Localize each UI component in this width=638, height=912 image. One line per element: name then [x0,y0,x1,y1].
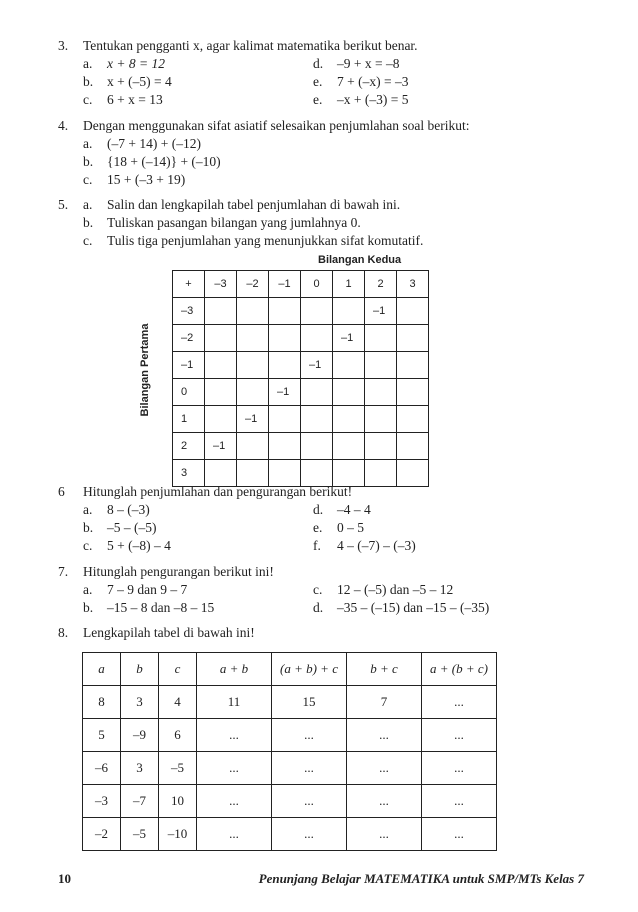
cell: ... [347,785,422,818]
cell: ... [272,752,347,785]
option: c. 15 + (–3 + 19) [83,172,186,187]
cell [237,298,269,325]
option: a. Salin dan lengkapilah tabel penjumlahan di bawah ini. [83,197,401,212]
header-cell: 3 [397,271,429,298]
cell: –2 [83,818,121,851]
header-cell: 0 [301,271,333,298]
cell [301,325,333,352]
header-cell: b + c [347,653,422,686]
cell [333,406,365,433]
option: c. Tulis tiga penjumlahan yang menunjukkan sifat komutatif. [83,233,424,248]
question-number: 6 [58,484,65,499]
question-number: 5. [58,197,69,212]
cell: ... [422,785,497,818]
cell: ... [347,719,422,752]
table-row [173,406,429,433]
option: b. x + (–5) = 4 [83,74,172,89]
header-cell: 1 [333,271,365,298]
option: b. –15 – 8 dan –8 – 15 [83,600,215,615]
cell: ... [422,752,497,785]
cell: –5 [159,752,197,785]
cell: ... [272,785,347,818]
question-stem: Hitunglah penjumlahan dan pengurangan berikut! [83,484,353,499]
row-title: Bilangan Pertama [139,323,151,417]
cell [269,433,301,460]
option: b. –5 – (–5) [83,520,157,535]
cell [365,460,397,487]
option: f. 4 – (–7) – (–3) [313,538,416,553]
cell [205,379,237,406]
cell [397,406,429,433]
option: b. {18 + (–14)} + (–10) [83,154,221,169]
header-cell: –1 [269,271,301,298]
cell [333,433,365,460]
table-header-row [173,271,429,298]
cell [237,433,269,460]
cell [333,379,365,406]
associative-table [82,652,497,851]
cell [205,325,237,352]
cell: 11 [197,686,272,719]
table-row [83,818,497,851]
cell [205,406,237,433]
table-row [83,752,497,785]
cell: ... [197,752,272,785]
book-title: Penunjang Belajar MATEMATIKA untuk SMP/MTs Kelas 7 [258,871,584,886]
cell [269,352,301,379]
question-number: 3. [58,38,69,53]
cell [333,352,365,379]
cell [333,298,365,325]
cell [397,460,429,487]
option: c. 12 – (–5) dan –5 – 12 [313,582,454,597]
cell: 6 [159,719,197,752]
cell: ... [197,719,272,752]
cell: –9 [121,719,159,752]
cell [365,352,397,379]
cell: –1 [269,379,301,406]
cell: –6 [83,752,121,785]
cell [269,325,301,352]
question-number: 8. [58,625,69,640]
cell [397,298,429,325]
header-cell: b [121,653,159,686]
option: b. Tuliskan pasangan bilangan yang jumlahnya 0. [83,215,361,230]
cell [301,433,333,460]
option: a. 8 – (–3) [83,502,150,517]
option: e. 0 – 5 [313,520,364,535]
header-cell: + [173,271,205,298]
question-number: 7. [58,564,69,579]
cell [237,379,269,406]
cell: –1 [333,325,365,352]
row-header-cell: –3 [173,298,205,325]
cell: –7 [121,785,159,818]
table-row [173,298,429,325]
cell: 7 [347,686,422,719]
cell [365,325,397,352]
cell [301,298,333,325]
option: a. 7 – 9 dan 9 – 7 [83,582,188,597]
question-number: 4. [58,118,69,133]
table-row [173,325,429,352]
row-header-cell: –2 [173,325,205,352]
cell [237,352,269,379]
table-row [173,379,429,406]
cell [397,433,429,460]
option: d. –35 – (–15) dan –15 – (–35) [313,600,490,615]
column-title: Bilangan Kedua [318,254,402,266]
header-cell: c [159,653,197,686]
row-header-cell: 2 [173,433,205,460]
option: a. x + 8 = 12 [83,56,165,71]
cell: 10 [159,785,197,818]
cell [365,379,397,406]
row-header-cell: 0 [173,379,205,406]
table-row [83,719,497,752]
cell: ... [347,818,422,851]
cell: ... [197,785,272,818]
cell: –1 [301,352,333,379]
cell: ... [347,752,422,785]
cell: ... [272,818,347,851]
header-cell: a [83,653,121,686]
question-stem: Lengkapilah tabel di bawah ini! [83,625,255,640]
option: d. –9 + x = –8 [313,56,400,71]
cell [397,325,429,352]
table-row [173,433,429,460]
header-cell: –2 [237,271,269,298]
table-header-row [83,653,497,686]
question-stem: Tentukan pengganti x, agar kalimat matematika berikut benar. [83,38,418,53]
table-row [173,352,429,379]
cell: ... [422,686,497,719]
option: e. 7 + (–x) = –3 [313,74,409,89]
cell: 15 [272,686,347,719]
cell: –1 [205,433,237,460]
option: d. –4 – 4 [313,502,371,517]
option: a. (–7 + 14) + (–12) [83,136,201,151]
cell: 4 [159,686,197,719]
cell: –5 [121,818,159,851]
cell: ... [422,818,497,851]
cell: ... [197,818,272,851]
header-cell: (a + b) + c [272,653,347,686]
cell [365,433,397,460]
cell [365,406,397,433]
cell [205,352,237,379]
cell [301,406,333,433]
cell: –1 [365,298,397,325]
cell: –3 [83,785,121,818]
option: e. –x + (–3) = 5 [313,92,409,107]
cell [397,352,429,379]
question-stem: Hitunglah pengurangan berikut ini! [83,564,274,579]
page-number: 10 [58,871,71,886]
cell [237,325,269,352]
cell: 3 [121,752,159,785]
row-header-cell: 3 [173,460,205,487]
cell [269,406,301,433]
cell [397,379,429,406]
question-stem: Dengan menggunakan sifat asiatif selesaikan penjumlahan soal berikut: [83,118,470,133]
row-header-cell: –1 [173,352,205,379]
table-row [83,785,497,818]
cell: ... [272,719,347,752]
header-cell: –3 [205,271,237,298]
addition-table [172,270,429,487]
cell: 5 [83,719,121,752]
cell: 8 [83,686,121,719]
header-cell: 2 [365,271,397,298]
cell: ... [422,719,497,752]
option: c. 5 + (–8) – 4 [83,538,171,553]
cell [301,379,333,406]
option: c. 6 + x = 13 [83,92,163,107]
header-cell: a + (b + c) [422,653,497,686]
header-cell: a + b [197,653,272,686]
cell [205,298,237,325]
row-header-cell: 1 [173,406,205,433]
cell [269,298,301,325]
table-row [83,686,497,719]
cell: –1 [237,406,269,433]
cell: 3 [121,686,159,719]
cell: –10 [159,818,197,851]
